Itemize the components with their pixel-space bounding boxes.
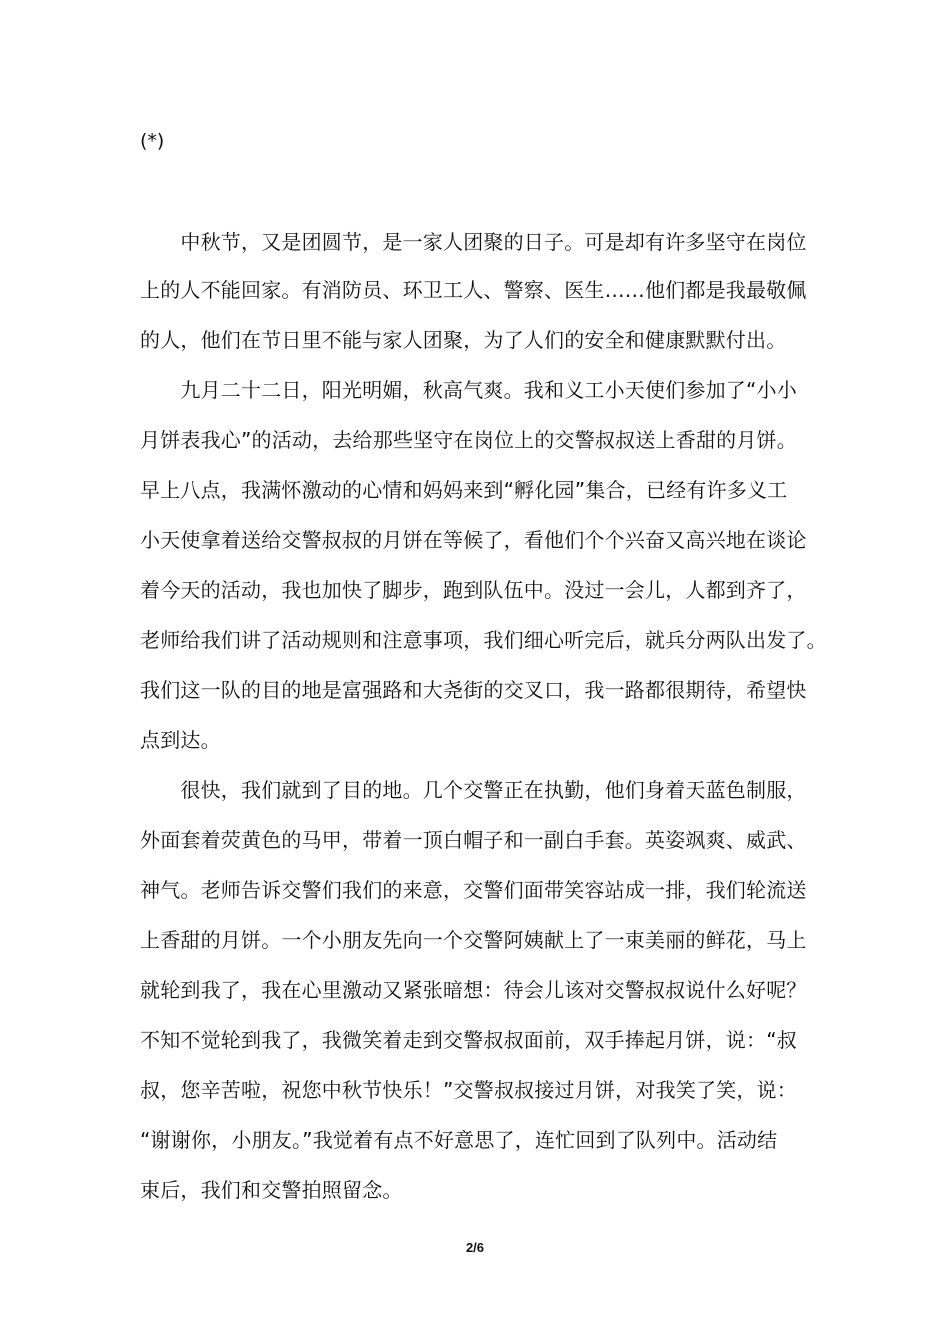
text-line: 上香甜的月饼。一个小朋友先向一个交警阿姨献上了一束美丽的鲜花，马上 [140,928,807,952]
text-line: 叔，您辛苦啦，祝您中秋节快乐！”交警叔叔接过月饼，对我笑了笑，说： [140,1078,797,1102]
section-marker: (*) [140,130,165,152]
text-line: 不知不觉轮到我了，我微笑着走到交警叔叔面前，双手捧起月饼，说：“叔 [140,1028,797,1052]
text-line: 老师给我们讲了活动规则和注意事项，我们细心听完后，就兵分两队出发了。 [140,628,827,652]
text-line: 束后，我们和交警拍照留念。 [140,1178,403,1202]
text-line: 早上八点，我满怀激动的心情和妈妈来到“孵化园”集合，已经有许多义工 [140,478,788,502]
text-line: 就轮到我了，我在心里激动又紧张暗想：待会儿该对交警叔叔说什么好呢？ [140,978,807,1002]
text-line: 小天使拿着送给交警叔叔的月饼在等候了，看他们个个兴奋又高兴地在谈论 [140,528,807,552]
text-line: 外面套着荧黄色的马甲，带着一顶白帽子和一副白手套。英姿飒爽、威武、 [140,828,807,852]
page-number: 2/6 [465,1240,485,1255]
text-line: 点到达。 [140,728,221,752]
text-line: 的人，他们在节日里不能与家人团聚，为了人们的安全和健康默默付出。 [140,328,787,352]
text-line: 我们这一队的目的地是富强路和大尧街的交叉口，我一路都很期待，希望快 [140,678,807,702]
text-line: 神气。老师告诉交警们我们的来意，交警们面带笑容站成一排，我们轮流送 [140,878,807,902]
text-line: 着今天的活动，我也加快了脚步，跑到队伍中。没过一会儿，人都到齐了， [140,578,807,602]
text-line: 很快，我们就到了目的地。几个交警正在执勤，他们身着天蓝色制服， [140,778,807,802]
text-line: 月饼表我心”的活动，去给那些坚守在岗位上的交警叔叔送上香甜的月饼。 [140,428,797,452]
text-line: 九月二十二日，阳光明媚，秋高气爽。我和义工小天使们参加了“小小 [140,378,797,402]
text-line: 上的人不能回家。有消防员、环卫工人、警察、医生……他们都是我最敬佩 [140,278,807,302]
text-line: “谢谢你，小朋友。”我觉着有点不好意思了，连忙回到了队列中。活动结 [140,1128,778,1152]
text-line: 中秋节，又是团圆节，是一家人团聚的日子。可是却有许多坚守在岗位 [140,230,807,254]
